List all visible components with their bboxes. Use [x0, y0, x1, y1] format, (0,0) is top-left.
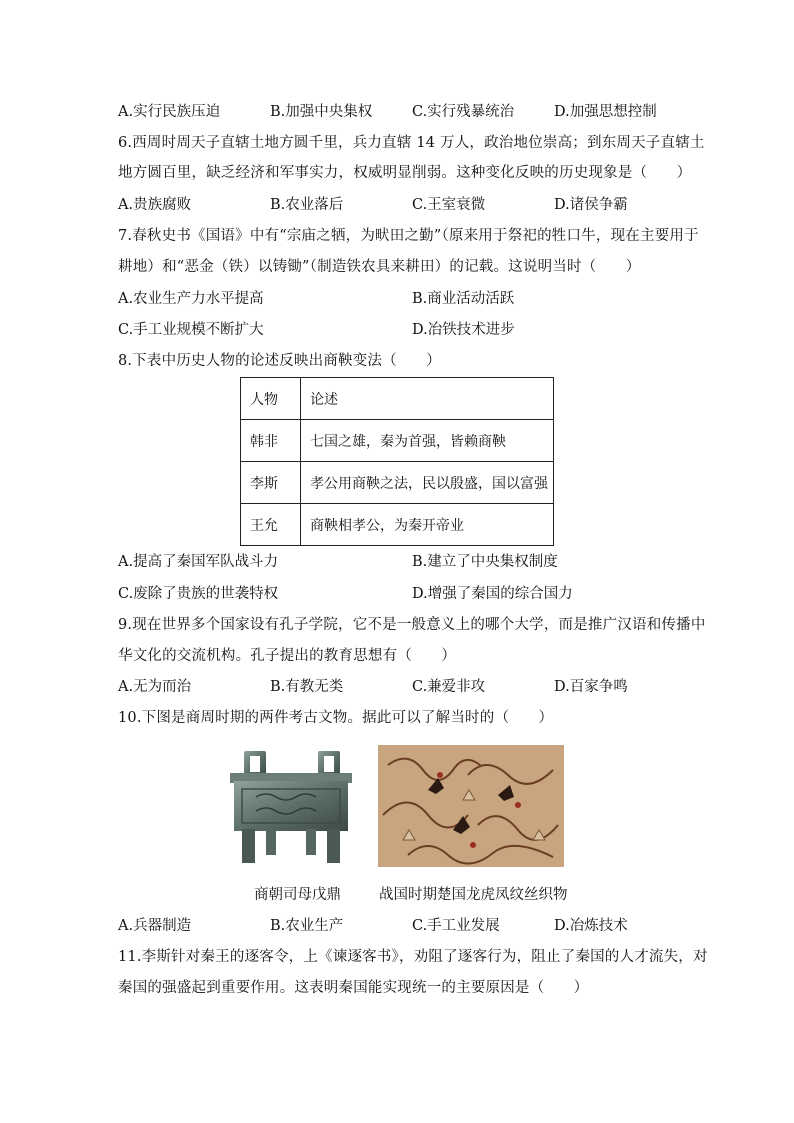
- q8-stem: 8.下表中历史人物的论述反映出商鞅变法（ ）: [118, 353, 441, 369]
- q9-option-b: B.有教无类: [270, 679, 344, 695]
- bronze-ding-image: [226, 745, 356, 867]
- q7-option-c: C.手工业规模不断扩大: [118, 322, 264, 338]
- q7-option-d: D.冶铁技术进步: [412, 322, 515, 338]
- table-row: [241, 504, 554, 546]
- table-header-person: 人物: [241, 378, 301, 420]
- q7-stem-line1: 7.春秋史书《国语》中有“宗庙之牺，为畎田之勤”（原来用于祭祀的牲口牛，现在主要用于: [118, 228, 699, 244]
- q9-option-d: D.百家争鸣: [554, 679, 628, 695]
- q5-option-a: A.实行民族压迫: [118, 104, 221, 120]
- q11-stem-line2: 秦国的强盛起到重要作用。这表明秦国能实现统一的主要原因是（ ）: [118, 980, 589, 996]
- q9-stem-line2: 华文化的交流机构。孔子提出的教育思想有（ ）: [118, 648, 457, 664]
- q10-option-a: A.兵器制造: [118, 918, 192, 934]
- silk-caption: 战国时期楚国龙虎凤纹丝织物: [379, 887, 568, 903]
- q9-option-a: A.无为而治: [118, 679, 192, 695]
- q8-option-a: A.提高了秦国军队战斗力: [118, 554, 279, 570]
- q6-stem-line2: 地方圆百里，缺乏经济和军事实力，权威明显削弱。这种变化反映的历史现象是（ ）: [118, 165, 692, 181]
- table-cell-person: 李斯: [241, 462, 301, 504]
- q8-option-d: D.增强了秦国的综合国力: [412, 586, 573, 602]
- q10-option-c: C.手工业发展: [412, 918, 500, 934]
- q5-option-b: B.加强中央集权: [270, 104, 373, 120]
- table-row: [241, 462, 554, 504]
- q7-stem-line2: 耕地）和“恶金（铁）以铸锄”（制造铁农具来耕田）的记载。这说明当时（ ）: [118, 259, 641, 275]
- q8-option-c: C.废除了贵族的世袭特权: [118, 586, 279, 602]
- q11-stem-line1: 11.李斯针对秦王的逐客令，上《谏逐客书》，劝阻了逐客行为，阻止了秦国的人才流失，对: [118, 949, 708, 965]
- table-cell-statement: 七国之雄，秦为首强，皆赖商鞅: [301, 420, 554, 462]
- q8-option-b: B.建立了中央集权制度: [412, 554, 558, 570]
- table-header-statement: 论述: [301, 378, 554, 420]
- ding-caption: 商朝司母戊鼎: [254, 887, 341, 903]
- q9-option-c: C.兼爱非攻: [412, 679, 486, 695]
- q5-option-d: D.加强思想控制: [554, 104, 657, 120]
- q10-option-d: D.冶炼技术: [554, 918, 628, 934]
- table-cell-statement: 孝公用商鞅之法，民以殷盛，国以富强: [301, 462, 554, 504]
- q10-option-b: B.农业生产: [270, 918, 344, 934]
- q10-stem: 10.下图是商周时期的两件考古文物。据此可以了解当时的（ ）: [118, 710, 554, 726]
- q6-option-d: D.诸侯争霸: [554, 197, 628, 213]
- table-cell-person: 王允: [241, 504, 301, 546]
- q6-stem-line1: 6.西周时周天子直辖土地方圆千里，兵力直辖 14 万人，政治地位崇高；到东周天子直辖土: [118, 135, 705, 151]
- silk-textile-image: [378, 745, 564, 867]
- table-cell-person: 韩非: [241, 420, 301, 462]
- quotes-table: [240, 377, 554, 546]
- q6-option-b: B.农业落后: [270, 197, 344, 213]
- q6-option-c: C.王室衰微: [412, 197, 486, 213]
- q5-option-c: C.实行残暴统治: [412, 104, 515, 120]
- q6-option-a: A.贵族腐败: [118, 197, 192, 213]
- table-row: [241, 420, 554, 462]
- q9-stem-line1: 9.现在世界多个国家设有孔子学院，它不是一般意义上的哪个大学，而是推广汉语和传播中: [118, 617, 706, 633]
- q7-option-b: B.商业活动活跃: [412, 291, 515, 307]
- table-cell-statement: 商鞅相孝公，为秦开帝业: [301, 504, 554, 546]
- q7-option-a: A.农业生产力水平提高: [118, 291, 264, 307]
- table-header-row: [241, 378, 554, 420]
